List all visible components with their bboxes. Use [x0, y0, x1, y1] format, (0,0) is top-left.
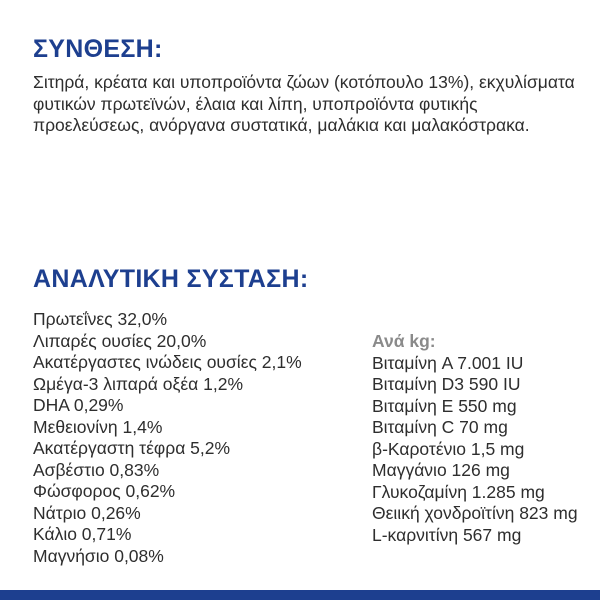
analysis-item-calcium: Ασβέστιο 0,83% — [33, 459, 160, 480]
composition-text: Σιτηρά, κρέατα και υποπροϊόντα ζώων (κοτόπουλο 13%), εκχυλίσματα φυτικών πρωτεϊνών, έλαια και λίπη, υποπροϊόντα φυτικής προελεύσεως, ανόργανα συστατικά, μαλάκια και μαλακόστρακα. — [33, 72, 575, 135]
analysis-left-list — [33, 309, 302, 567]
analysis-item-omega3: Ωμέγα-3 λιπαρά οξέα 1,2% — [33, 373, 244, 394]
bottom-bar — [0, 590, 600, 600]
analysis-item-dha: DHA 0,29% — [33, 395, 124, 415]
analysis-item-potassium: Κάλιο 0,71% — [33, 524, 132, 544]
additive-vitamin-d3: Βιταμίνη D3 590 IU — [372, 374, 521, 394]
analysis-item-methionine: Μεθειονίνη 1,4% — [33, 416, 163, 437]
additive-l-carnitine: L-καρνιτίνη 567 mg — [372, 524, 522, 545]
additive-beta-carotene: β-Καροτένιο 1,5 mg — [372, 438, 525, 459]
analysis-item-magnesium: Μαγνήσιο 0,08% — [33, 545, 164, 566]
per-kg-label: Ανά kg: — [372, 331, 436, 351]
additive-vitamin-c: Βιταμίνη C 70 mg — [372, 417, 508, 437]
additive-glucosamine: Γλυκοζαμίνη 1.285 mg — [372, 481, 545, 502]
composition-heading: ΣΥΝΘΕΣΗ: — [33, 35, 163, 63]
additive-manganese: Μαγγάνιο 126 mg — [372, 460, 510, 480]
analysis-item-ash: Ακατέργαστη τέφρα 5,2% — [33, 438, 231, 458]
analysis-item-phosphorus: Φώσφορος 0,62% — [33, 481, 176, 501]
additive-vitamin-e: Βιταμίνη E 550 mg — [372, 395, 517, 416]
analysis-heading: ΑΝΑΛΥΤΙΚΗ ΣΥΣΤΑΣΗ: — [33, 265, 309, 293]
additive-vitamin-a: Βιταμίνη A 7.001 IU — [372, 352, 524, 373]
analysis-right-list — [372, 331, 587, 546]
analysis-item-fat: Λιπαρές ουσίες 20,0% — [33, 330, 207, 351]
additive-chondroitin: Θειική χονδροϊτίνη 823 mg — [372, 503, 578, 523]
analysis-item-protein: Πρωτεΐνες 32,0% — [33, 309, 168, 329]
analysis-item-sodium: Νάτριο 0,26% — [33, 502, 141, 523]
analysis-item-fibre: Ακατέργαστες ινώδεις ουσίες 2,1% — [33, 352, 302, 372]
